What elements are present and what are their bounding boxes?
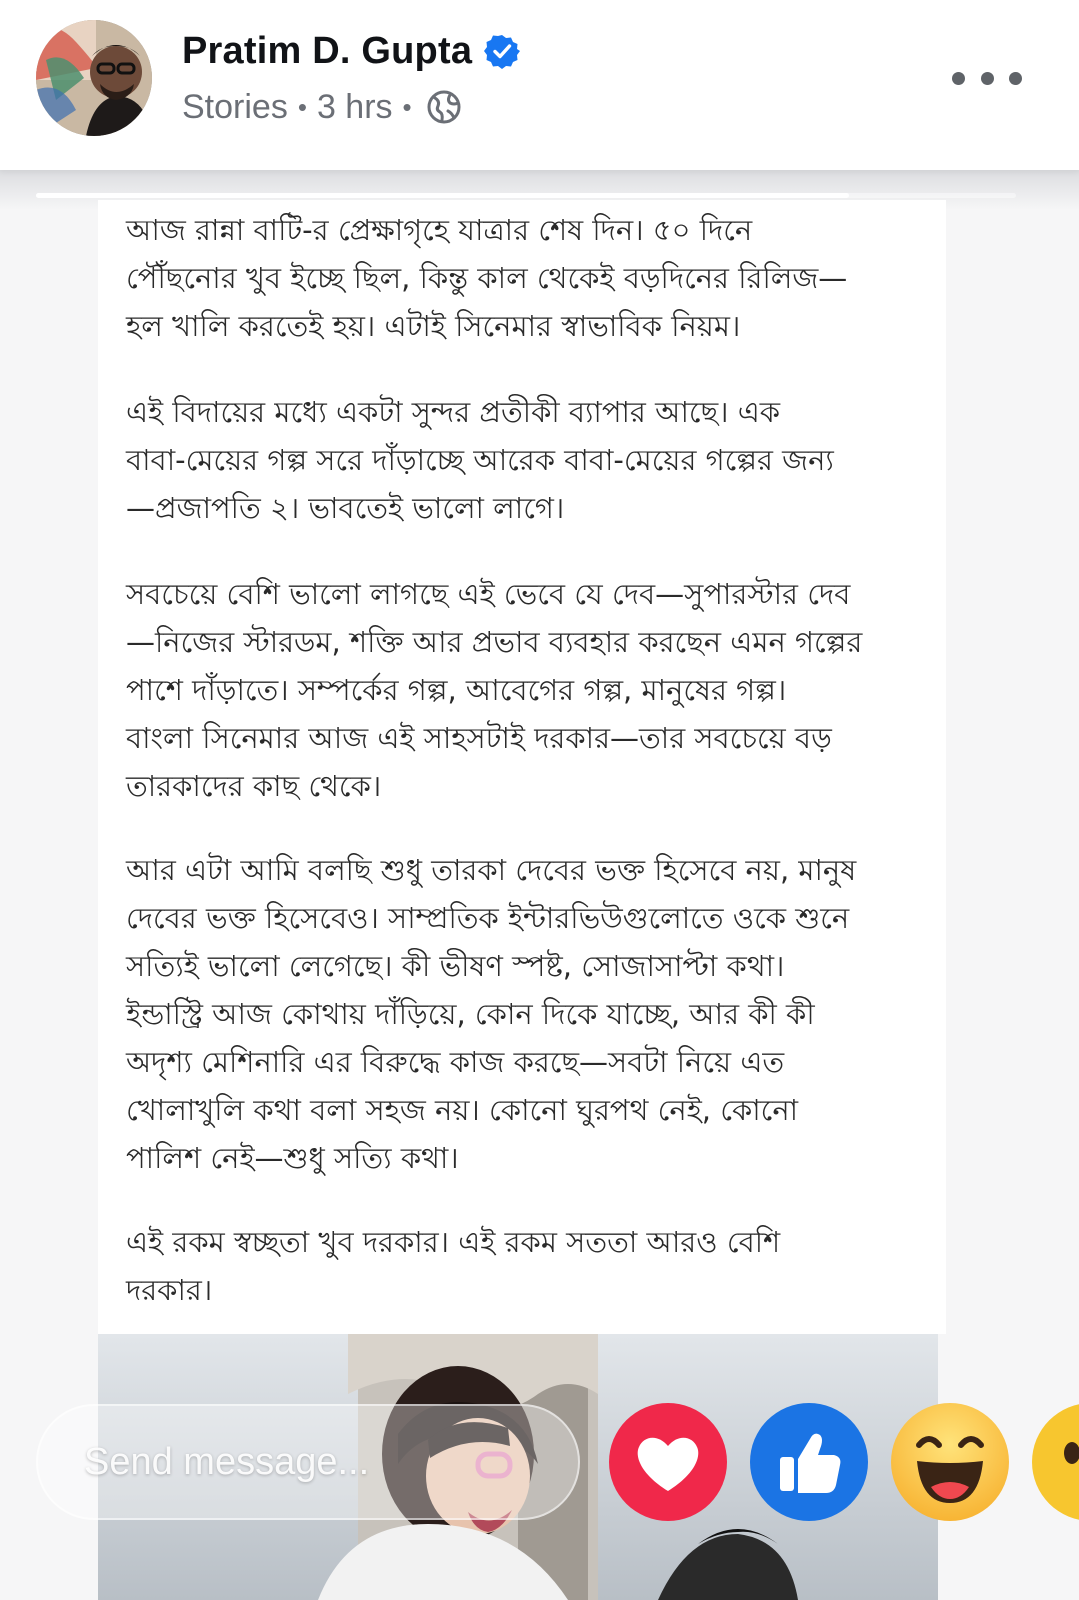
story-meta <box>182 84 462 130</box>
story-paragraph-4: আর এটা আমি বলছি শুধু তারকা দেবের ভক্ত হিসেবে নয়, মানুষ দেবের ভক্ত হিসেবেও। সাম্প্রতিক ইন্টারভিউগুলোতে ওকে শুনে সত্যিই ভালো লেগেছে। কী ভীষণ স্পষ্ট, সোজাসাপ্টা কথা। ইন্ডাস্ট্রি আজ কোথায় দাঁড়িয়ে, কোন দিকে যাচ্ছে, আর কী কী অদৃশ্য মেশিনারি এর বিরুদ্ধে কাজ করছে—সবটা নিয়ে এত খোলাখুলি কথা বলা সহজ নয়। কোনো ঘুরপথ নেই, কোনো পালিশ নেই—শুধু সত্যি কথা। <box>126 853 857 1175</box>
story-header <box>0 0 1079 170</box>
send-message-input[interactable]: Send message... <box>36 1404 580 1520</box>
wow-reaction-icon[interactable] <box>1032 1403 1079 1521</box>
haha-reaction-icon[interactable] <box>891 1403 1009 1521</box>
love-reaction-icon[interactable] <box>609 1403 727 1521</box>
story-time: 3 hrs <box>316 87 393 126</box>
story-paragraph-5: এই রকম স্বচ্ছতা খুব দরকার। এই রকম সততা আরও বেশি দরকার। <box>126 1225 781 1307</box>
story-paragraph-1: আজ রান্না বাটি-র প্রেক্ষাগৃহে যাত্রার শেষ দিন। ৫০ দিনে পৌঁছনোর খুব ইচ্ছে ছিল, কিন্তু কাল থেকেই বড়দিনের রিলিজ— হল খালি করতেই হয়। এটাই সিনেমার স্বাভাবিক নিয়ম। <box>126 213 848 343</box>
story-paragraph-3: সবচেয়ে বেশি ভালো লাগছে এই ভেবে যে দেব—সুপারস্টার দেব —নিজের স্টারডম, শক্তি আর প্রভাব ব্যবহার করছেন এমন গল্পের পাশে দাঁড়াতে। সম্পর্কের গল্প, আবেগের গল্প, মানুষের গল্প। বাংলা সিনেমার আজ এই সাহসটাই দরকার—তার সবচেয়ে বড় তারকাদের কাছ থেকে। <box>126 577 863 803</box>
story-progress-fill <box>36 193 849 198</box>
story-paragraph-2: এই বিদায়ের মধ্যে একটা সুন্দর প্রতীকী ব্যাপার আছে। এক বাবা-মেয়ের গল্প সরে দাঁড়াচ্ছে আরেক বাবা-মেয়ের গল্পের জন্য —প্রজাপতি ২। ভাবতেই ভালো লাগে। <box>126 395 834 525</box>
avatar[interactable] <box>36 20 152 136</box>
meta-separator: • <box>297 91 307 122</box>
globe-icon <box>426 89 462 125</box>
author-name[interactable]: Pratim D. Gupta <box>182 29 473 72</box>
like-reaction-icon[interactable] <box>750 1403 868 1521</box>
story-source: Stories <box>182 87 288 126</box>
more-options-icon[interactable] <box>952 58 1022 98</box>
meta-separator: • <box>402 91 412 122</box>
verified-badge-icon <box>484 33 520 69</box>
author-row <box>182 24 520 78</box>
